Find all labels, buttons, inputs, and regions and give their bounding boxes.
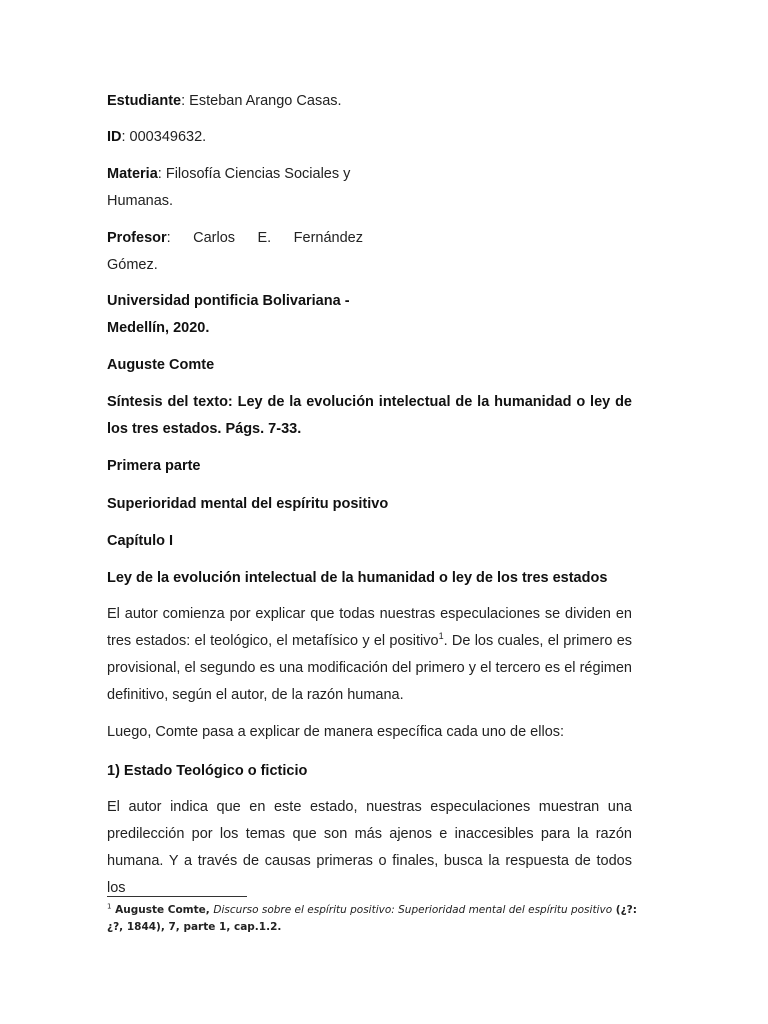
part-subtitle: Superioridad mental del espíritu positivo: [107, 496, 389, 512]
id-line: [107, 124, 363, 151]
university-line-1: Universidad pontificia Bolivariana -: [107, 293, 350, 309]
subject-line-1: [107, 161, 363, 188]
footnote: [107, 902, 652, 936]
chapter-heading: Capítulo I: [107, 533, 174, 549]
synthesis-title: Síntesis del texto: Ley de la evolución intelectual de la humanidad o ley de los tres estados. Págs. 7-33.: [107, 394, 632, 437]
subject-value-1: : Filosofía Ciencias Sociales y: [157, 166, 351, 182]
id-label: ID: [107, 129, 122, 145]
student-value: : Esteban Arango Casas.: [181, 93, 342, 109]
author-heading: Auguste Comte: [107, 357, 215, 373]
professor-block: [107, 225, 363, 279]
footnote-reference[interactable]: 1: [438, 631, 444, 642]
professor-value-2: Gómez.: [107, 257, 158, 273]
university-block: [107, 288, 363, 342]
part-heading: Primera parte: [107, 458, 201, 474]
university-line-2: Medellín, 2020.: [107, 320, 210, 336]
paragraph-1-before-ref: El autor comienza por explicar que todas nuestras especulaciones se dividen en tres estados: el teológico, el metafísico y el positivo: [107, 606, 632, 649]
professor-value-1: : Carlos E. Fernández: [166, 230, 363, 246]
professor-line-1: [107, 225, 363, 252]
footnote-separator: [107, 896, 247, 897]
subject-block: [107, 161, 363, 215]
chapter-title: Ley de la evolución intelectual de la humanidad o ley de los tres estados: [107, 570, 608, 586]
section-1-heading: 1) Estado Teológico o ficticio: [107, 763, 308, 779]
id-value: : 000349632.: [121, 129, 207, 145]
footnote-work-title: Discurso sobre el espíritu positivo: Superioridad mental del espíritu positivo: [213, 904, 613, 916]
paragraph-1-after-ref: . De los cuales, el primero es provisional, el segundo es una modificación del primero y el tercero es el régimen definitivo, según el autor, de la razón humana.: [107, 633, 633, 703]
footnote-author: Auguste Comte,: [111, 904, 214, 916]
paragraph-3: El autor indica que en este estado, nuestras especulaciones muestran una predilección por los temas que son más ajenos e inaccesibles para la razón humana. Y a través de causas primeras o finales, busca la respuesta de todos los: [107, 799, 632, 896]
paragraph-1: [107, 601, 632, 709]
professor-label: Profesor: [107, 230, 167, 246]
footnote-details: (¿?:¿?, 1844), 7, parte 1, cap.1.2.: [107, 904, 637, 933]
footnote-number: 1: [107, 902, 112, 911]
paragraph-2: Luego, Comte pasa a explicar de manera específica cada uno de ellos:: [107, 724, 565, 740]
student-label: Estudiante: [107, 93, 182, 109]
subject-label: Materia: [107, 166, 158, 182]
subject-value-2: Humanas.: [107, 193, 174, 209]
student-line: [107, 88, 363, 115]
